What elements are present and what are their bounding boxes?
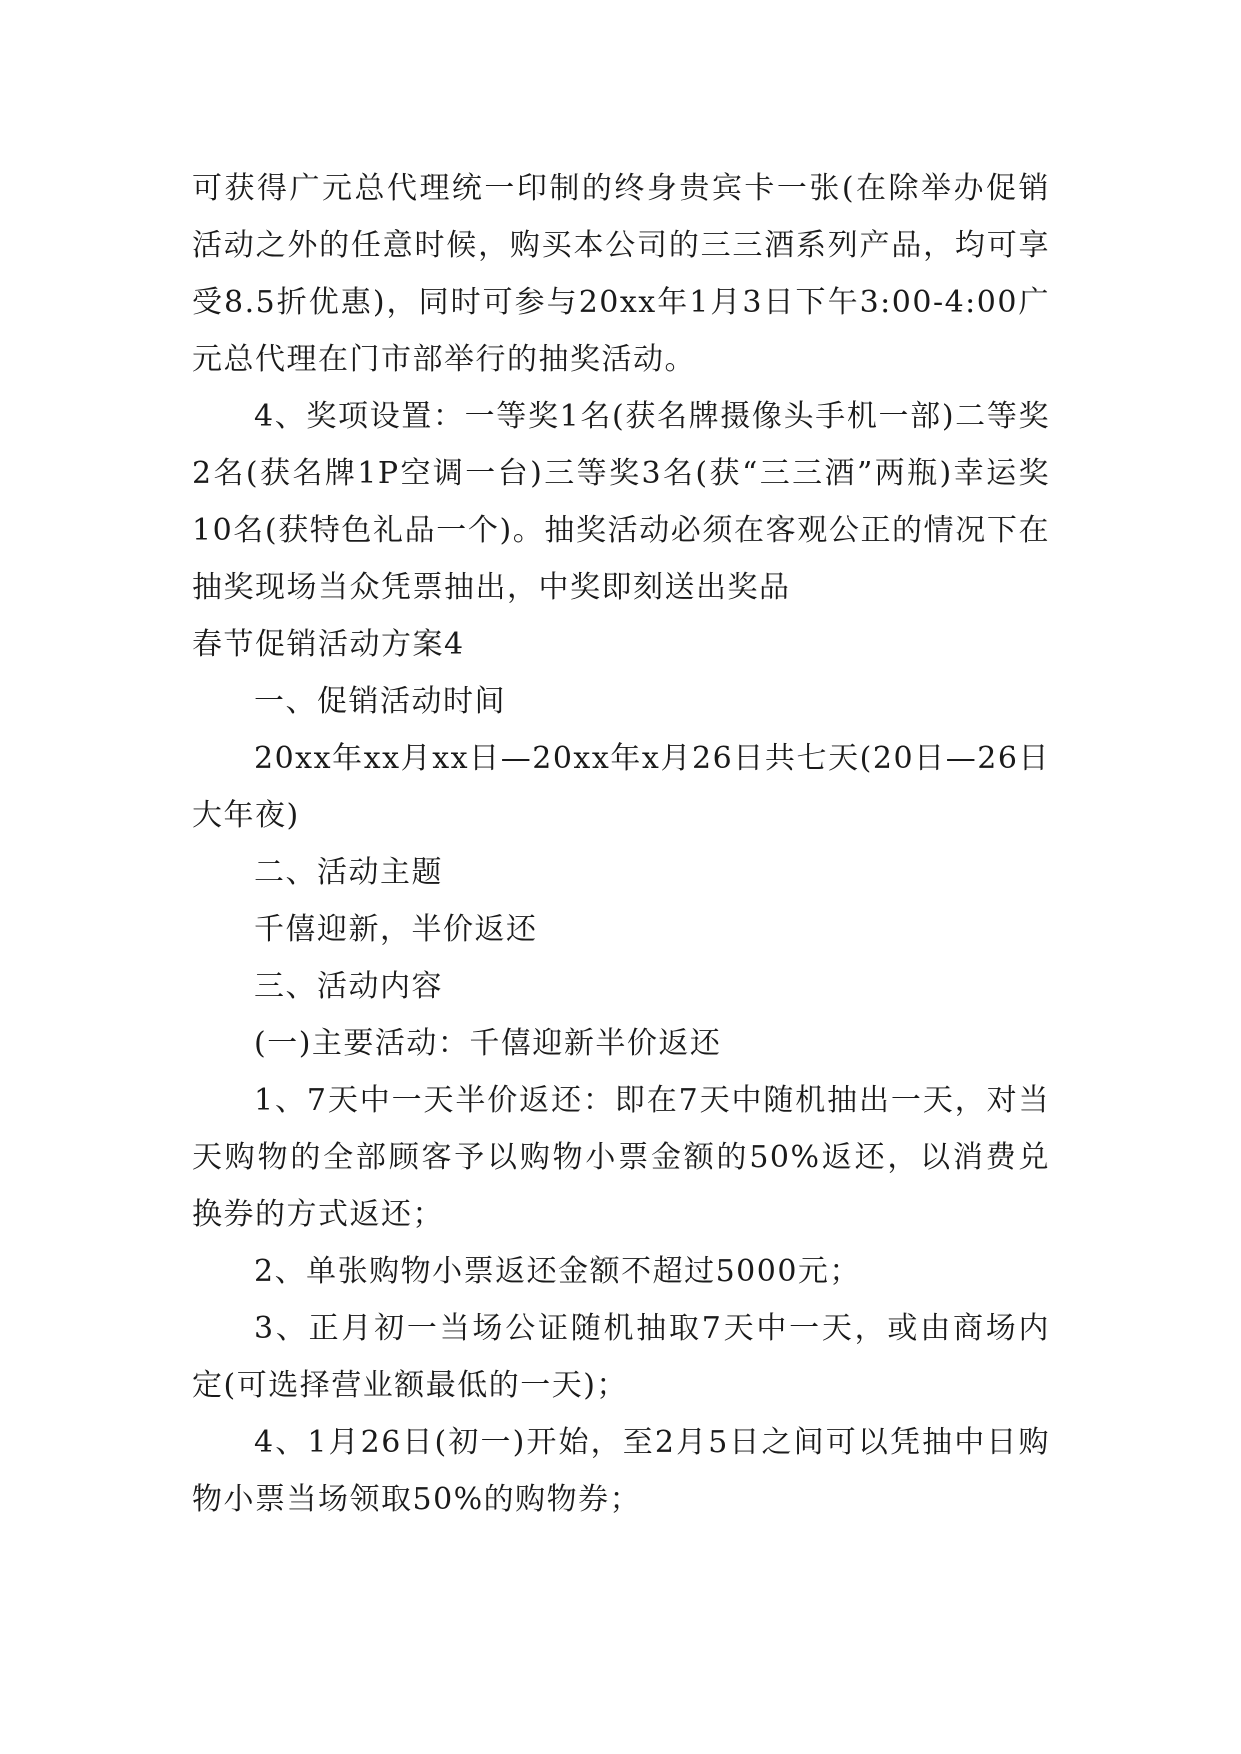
- paragraph-promotion-dates: 20xx年xx月xx日—20xx年x月26日共七天(20日—26日大年夜): [192, 741, 1050, 833]
- heading-activity-content: 三、活动内容: [254, 969, 443, 1004]
- paragraph-vip-card: 可获得广元总代理统一印制的终身贵宾卡一张(在除举办促销活动之外的任意时候，购买本公司的三三酒系列产品，均可享受8.5折优惠)，同时可参与20xx年1月3日下午3:00-4:00广元总代理在门市部举行的抽奖活动。: [192, 171, 1050, 377]
- heading-promotion-time: 一、促销活动时间: [254, 684, 506, 719]
- paragraph-theme: 千僖迎新，半价返还: [254, 912, 538, 947]
- heading-main-activity: (一)主要活动：千僖迎新半价返还: [254, 1026, 722, 1061]
- section-title: 春节促销活动方案4: [192, 627, 465, 662]
- document-body: [192, 160, 1050, 1528]
- paragraph-item-1: 1、7天中一天半价返还：即在7天中随机抽出一天，对当天购物的全部顾客予以购物小票金额的50%返还，以消费兑换券的方式返还；: [192, 1083, 1050, 1232]
- paragraph-prize-settings: 4、奖项设置：一等奖1名(获名牌摄像头手机一部)二等奖2名(获名牌1P空调一台)三等奖3名(获“三三酒”两瓶)幸运奖10名(获特色礼品一个)。抽奖活动必须在客观公正的情况下在抽奖现场当众凭票抽出，中奖即刻送出奖品: [192, 399, 1050, 605]
- paragraph-item-4: 4、1月26日(初一)开始，至2月5日之间可以凭抽中日购物小票当场领取50%的购物券；: [192, 1425, 1050, 1517]
- heading-activity-theme: 二、活动主题: [254, 855, 443, 890]
- paragraph-item-3: 3、正月初一当场公证随机抽取7天中一天，或由商场内定(可选择营业额最低的一天)；: [192, 1311, 1050, 1403]
- paragraph-item-2: 2、单张购物小票返还金额不超过5000元；: [254, 1254, 861, 1289]
